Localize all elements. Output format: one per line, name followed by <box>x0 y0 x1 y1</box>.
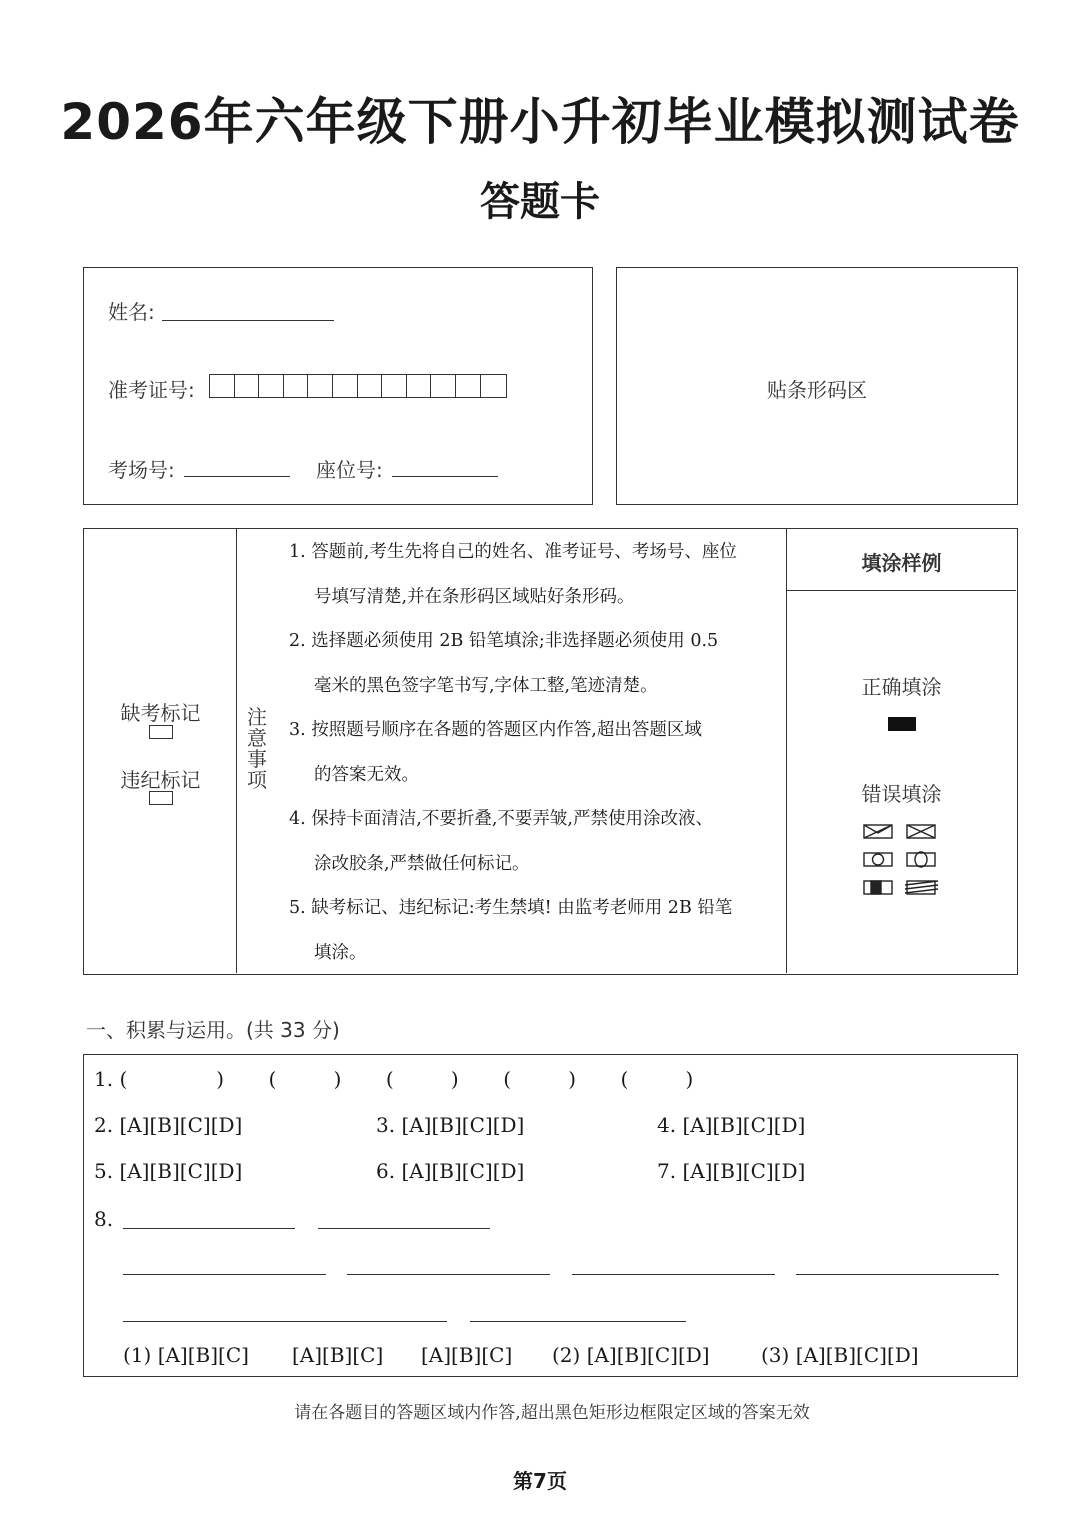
barcode-area <box>616 267 1018 505</box>
violation-mark-label: 违纪标记 <box>120 768 201 792</box>
notice-line-10: 填涂。 <box>314 943 367 963</box>
q8-sub1b-options[interactable]: [A][B][C] <box>292 1343 384 1367</box>
notice-line-4: 毫米的黑色签字笔书写,字体工整,笔迹清楚。 <box>314 676 658 696</box>
barcode-label: 贴条形码区 <box>767 378 867 402</box>
notice-line-9: 5. 缺考标记、违纪标记:考生禁填! 由监考老师用 2B 铅笔 <box>289 898 733 918</box>
q7-options[interactable]: 7. [A][B][C][D] <box>657 1159 806 1183</box>
notice-line-3: 2. 选择题必须使用 2B 铅笔填涂;非选择题必须使用 0.5 <box>289 631 719 651</box>
q8-sub1c-options[interactable]: [A][B][C] <box>421 1343 513 1367</box>
room-label: 考场号: <box>108 458 175 482</box>
q8-sub2-options[interactable]: (2) [A][B][C][D] <box>552 1343 710 1367</box>
answer-area-warning: 请在各题目的答题区域内作答,超出黑色矩形边框限定区域的答案无效 <box>294 1403 810 1423</box>
wrong-fill-label: 错误填涂 <box>861 782 942 806</box>
violation-mark-box[interactable] <box>149 791 173 805</box>
notice-line-6: 的答案无效。 <box>314 765 419 785</box>
page-title: 2026年六年级下册小升初毕业模拟测试卷 <box>60 93 1020 151</box>
section-1-title: 一、积累与运用。(共 33 分) <box>86 1018 340 1042</box>
q8-blank[interactable] <box>796 1274 999 1275</box>
page-subtitle: 答题卡 <box>480 179 600 225</box>
section-1-answer-area <box>83 1054 1018 1377</box>
correct-fill-label: 正确填涂 <box>861 675 942 699</box>
room-field[interactable] <box>184 476 290 477</box>
correct-fill-sample <box>888 717 916 731</box>
fill-sample-header <box>787 529 1016 591</box>
wrong-fill-samples <box>863 823 943 899</box>
q2-options[interactable]: 2. [A][B][C][D] <box>94 1113 243 1137</box>
q8-blank[interactable] <box>347 1274 550 1275</box>
absent-mark-label: 缺考标记 <box>120 701 201 725</box>
student-info-box <box>83 267 593 505</box>
fill-sample-heading: 填涂样例 <box>861 551 942 575</box>
notice-line-8: 涂改胶条,严禁做任何标记。 <box>314 854 530 874</box>
q8-sub3-options[interactable]: (3) [A][B][C][D] <box>761 1343 919 1367</box>
q1-answer[interactable]: 1. ( ) ( ) ( ) ( ) ( ) <box>94 1067 694 1091</box>
notice-line-2: 号填写清楚,并在条形码区域贴好条形码。 <box>314 587 635 607</box>
fill-sample-column <box>786 529 1017 973</box>
q4-options[interactable]: 4. [A][B][C][D] <box>657 1113 806 1137</box>
q8-label: 8. <box>94 1207 114 1231</box>
q8-blank[interactable] <box>123 1321 447 1322</box>
notice-heading: 注意事项 <box>247 705 267 792</box>
q8-blank[interactable] <box>123 1274 326 1275</box>
exam-id-label: 准考证号: <box>108 378 195 402</box>
notice-line-5: 3. 按照题号顺序在各题的答题区内作答,超出答题区域 <box>289 720 702 740</box>
q8-blank[interactable] <box>572 1274 775 1275</box>
q5-options[interactable]: 5. [A][B][C][D] <box>94 1159 243 1183</box>
notice-line-7: 4. 保持卡面清洁,不要折叠,不要弄皱,严禁使用涂改液、 <box>289 809 713 829</box>
seat-field[interactable] <box>392 476 498 477</box>
name-label: 姓名: <box>108 300 155 324</box>
page-number: 第7页 <box>513 1469 567 1493</box>
name-field[interactable] <box>162 320 334 321</box>
absent-mark-box[interactable] <box>149 725 173 739</box>
q8-blank[interactable] <box>318 1228 490 1229</box>
marks-column <box>84 529 237 973</box>
seat-label: 座位号: <box>316 458 383 482</box>
exam-id-field[interactable] <box>209 374 507 398</box>
q8-blank[interactable] <box>470 1321 686 1322</box>
q8-blank[interactable] <box>123 1228 295 1229</box>
q6-options[interactable]: 6. [A][B][C][D] <box>376 1159 525 1183</box>
notice-line-1: 1. 答题前,考生先将自己的姓名、准考证号、考场号、座位 <box>289 542 737 562</box>
q8-sub1-options[interactable]: (1) [A][B][C] <box>123 1343 249 1367</box>
notice-box <box>83 528 1018 975</box>
q3-options[interactable]: 3. [A][B][C][D] <box>376 1113 525 1137</box>
